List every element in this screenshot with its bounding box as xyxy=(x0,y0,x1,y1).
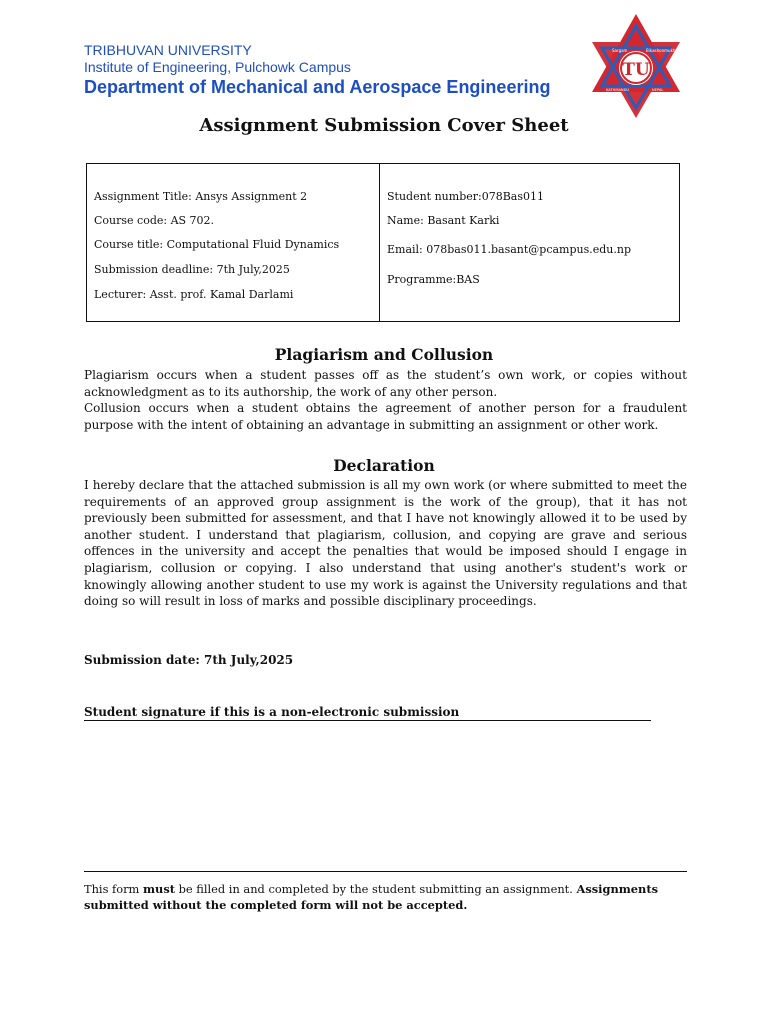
signature-line: Student signature if this is a non-electronic submission xyxy=(84,705,651,721)
table-divider xyxy=(379,164,380,321)
declaration-heading: Declaration xyxy=(333,456,435,475)
declaration-text xyxy=(84,477,687,610)
plagiarism-text xyxy=(84,367,687,433)
student-number-field: Student number:078Bas011 xyxy=(387,190,544,203)
page-title: Assignment Submission Cover Sheet xyxy=(199,115,569,136)
footer-note xyxy=(84,881,687,913)
footer-must: must xyxy=(142,882,175,896)
collusion-paragraph: Collusion occurs when a student obtains the agreement of another person for a fraudulent purpose with the intent of obtaining an advantage in submitting an assignment or other work. xyxy=(84,401,687,432)
plagiarism-heading: Plagiarism and Collusion xyxy=(274,345,494,364)
assignment-info-table xyxy=(86,163,680,322)
logo-text-top-left: Sargam xyxy=(612,48,628,53)
lecturer-field: Lecturer: Asst. prof. Kamal Darlami xyxy=(94,288,294,301)
logo-text-bottom-right: NEPAL xyxy=(652,88,664,92)
department-name: Department of Mechanical and Aerospace Engineering xyxy=(84,77,551,97)
email-field: Email: 078bas011.basant@pcampus.edu.np xyxy=(387,243,632,256)
assignment-title-field: Assignment Title: Ansys Assignment 2 xyxy=(94,190,308,203)
submission-date: Submission date: 7th July,2025 xyxy=(84,653,294,667)
course-title-field: Course title: Computational Fluid Dynamics xyxy=(94,238,340,251)
footer-divider xyxy=(84,871,687,872)
logo-monogram: TU xyxy=(622,60,650,80)
declaration-paragraph: I hereby declare that the attached submission is all my own work (or where submitted to meet the requirements of an approved group assignment is the work of the group), that it has not previously been submitted for assessment, and that I have not knowingly allowed it to be used by another student. I understand that plagiarism, collusion, and copying are grave and serious offences in the university and accept the penalties that would be imposed should I engage in plagiarism, collusion or copying. I also understand that using another's student's work or knowingly allowing another student to use my work is against the University regulations and that doing so will result in loss of marks and possible disciplinary proceedings. xyxy=(84,478,687,609)
university-name: TRIBHUVAN UNIVERSITY xyxy=(84,42,252,58)
university-logo xyxy=(588,12,684,120)
footer-text-2: be filled in and completed by the student submitting an assignment. xyxy=(175,882,577,896)
logo-text-bottom-left: KATHMANDU xyxy=(606,88,630,92)
programme-field: Programme:BAS xyxy=(387,273,480,286)
plagiarism-paragraph: Plagiarism occurs when a student passes off as the student’s own work, or copies without acknowledgment as to its authorship, the work of any other person. xyxy=(84,368,687,399)
course-code-field: Course code: AS 702. xyxy=(94,214,215,227)
student-name-field: Name: Basant Karki xyxy=(387,214,500,227)
deadline-field: Submission deadline: 7th July,2025 xyxy=(94,263,290,276)
logo-text-top-right: Bikashonmukh xyxy=(646,48,676,53)
footer-warning: Assignments submitted without the completed form will not be accepted. xyxy=(84,882,659,912)
footer-text-1: This form xyxy=(84,882,143,896)
institute-name: Institute of Engineering, Pulchowk Campus xyxy=(84,59,351,75)
